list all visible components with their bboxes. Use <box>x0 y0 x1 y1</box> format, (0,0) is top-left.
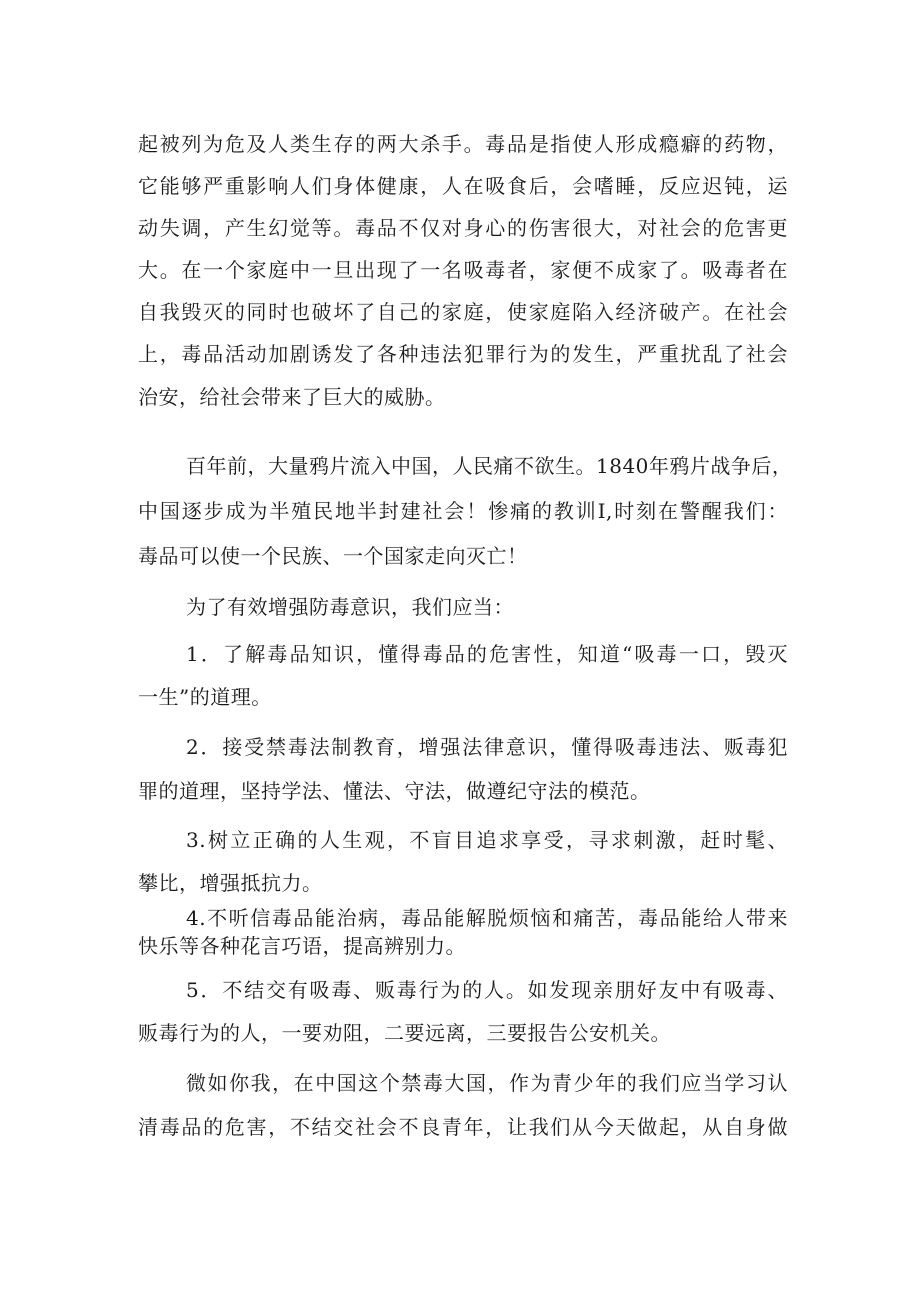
text-line: 3.树立正确的人生观，不盲目追求享受，寻求刺激，赶时髦、 <box>186 828 788 852</box>
text-line: 动失调，产生幻觉等。毒品不仅对身心的伤害很大，对社会的危害更 <box>138 216 788 240</box>
text-line: 治安，给社会带来了巨大的威胁。 <box>138 385 446 409</box>
text-line: 4.不听信毒品能治病，毒品能解脱烦恼和痛苦，毒品能给人带来 <box>186 906 788 930</box>
text-line: 上，毒品活动加剧诱发了各种违法犯罪行为的发生，严重扰乱了社会 <box>138 342 788 366</box>
text-line: 罪的道理，坚持学法、懂法、守法，做遵纪守法的模范。 <box>138 779 651 803</box>
text-line: 2．接受禁毒法制教育，增强法律意识，懂得吸毒违法、贩毒犯 <box>186 735 788 759</box>
text-line: 为了有效增强防毒意识，我们应当： <box>186 595 514 619</box>
text-line: 攀比，增强抵抗力。 <box>138 871 323 895</box>
text-line: 1．了解毒品知识，懂得毒品的危害性，知道“吸毒一口，毁灭 <box>186 642 788 666</box>
text-line: 清毒品的危害，不结交社会不良青年，让我们从今天做起，从自身做 <box>138 1115 788 1139</box>
text-line: 一生”的道理。 <box>138 685 272 709</box>
text-line: 微如你我，在中国这个禁毒大国，作为青少年的我们应当学习认 <box>186 1071 788 1095</box>
text-line: 中国逐步成为半殖民地半封建社会！惨痛的教训I,时刻在警醒我们： <box>138 499 788 523</box>
text-line: 自我毁灭的同时也破坏了自己的家庭，使家庭陷入经济破产。在社会 <box>138 300 788 324</box>
text-line: 快乐等各种花言巧语，提高辨别力。 <box>138 934 466 958</box>
text-line: 贩毒行为的人，一要劝阻，二要远离，三要报告公安机关。 <box>138 1021 671 1045</box>
text-line: 百年前，大量鸦片流入中国，人民痛不欲生。1840年鸦片战争后， <box>186 454 793 478</box>
text-line: 毒品可以使一个民族、一个国家走向灭亡！ <box>138 544 528 568</box>
text-line: 它能够严重影响人们身体健康，人在吸食后，会嗜睡，反应迟钝，运 <box>138 174 788 198</box>
text-line: 起被列为危及人类生存的两大杀手。毒品是指使人形成瘾癖的药物， <box>138 132 788 156</box>
text-line: 大。在一个家庭中一旦出现了一名吸毒者，家便不成家了。吸毒者在 <box>138 258 788 282</box>
text-line: 5．不结交有吸毒、贩毒行为的人。如发现亲朋好友中有吸毒、 <box>186 978 788 1002</box>
